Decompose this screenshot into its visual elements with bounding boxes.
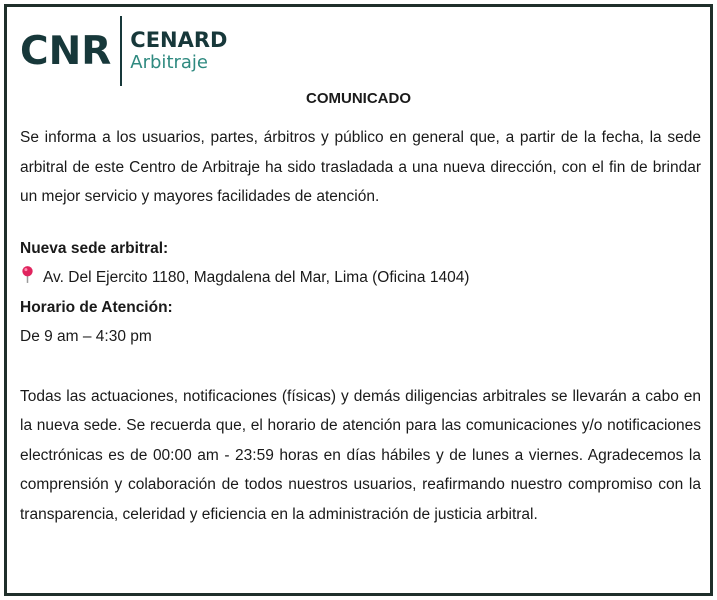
page-title: COMUNICADO	[306, 90, 411, 107]
logo-arbitraje-text: Arbitraje	[130, 52, 209, 73]
sede-heading: Nueva sede arbitral:	[20, 239, 169, 257]
logo-cenard-text: CENARD	[130, 28, 228, 52]
notice-body	[20, 123, 701, 529]
spacer	[20, 212, 701, 234]
cnr-cenard-logo	[20, 16, 227, 86]
logo-divider	[120, 16, 122, 86]
logo-right-block	[130, 30, 227, 72]
logo-cnr-text: CNR	[20, 28, 112, 74]
notice-frame	[4, 4, 713, 596]
closing-paragraph: Todas las actuaciones, notificaciones (físicas) y demás diligencias arbitrales se llevarán a cabo en la nueva sede. Se recuerda que, el horario de atención para las comunicaciones y/o notificaciones electrónicas es de 00:00 am - 23:59 horas en días hábiles y de lunes a viernes. Agradecemos la comprensión y colaboración de todos nuestros usuarios, reafirmando nuestro compromiso con la transparencia, celeridad y eficiencia en la administración de justicia arbitral.	[20, 387, 701, 523]
intro-paragraph: Se informa a los usuarios, partes, árbitros y público en general que, a partir de la fecha, la sede arbitral de este Centro de Arbitraje ha sido trasladada a una nueva dirección, con el fin de brindar un mejor servicio y mayores facilidades de atención.	[20, 129, 701, 205]
sede-address: Av. Del Ejercito 1180, Magdalena del Mar, Lima (Oficina 1404)	[43, 269, 470, 286]
horario-heading: Horario de Atención:	[20, 298, 173, 316]
spacer	[20, 352, 701, 382]
horario-value: De 9 am – 4:30 pm	[20, 328, 152, 345]
sede-address-line	[20, 263, 701, 293]
location-pin-icon	[20, 265, 35, 284]
